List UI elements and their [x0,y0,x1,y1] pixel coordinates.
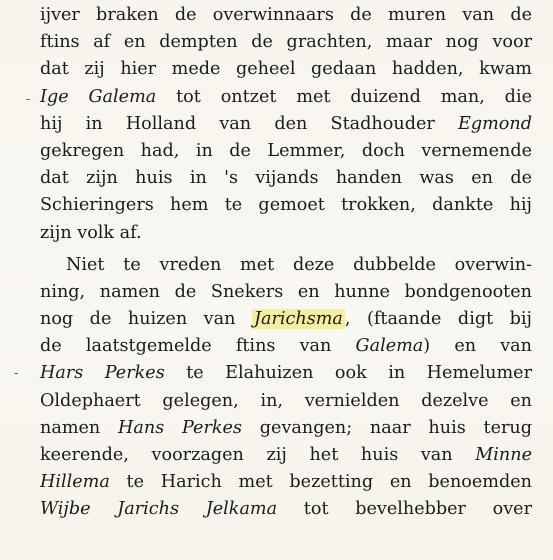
text-line: dat zijn huis in 's vijands handen was en de [40,168,532,189]
highlighted-name: Jarichsma [253,309,343,330]
italic-name: Egmond [458,113,532,134]
text-line: Wijbe Jarichs Jelkama tot bevelhebber over [40,499,532,520]
text-line: keerende, voorzagen zij het huis van Minne [40,445,532,465]
text-line: Hars Perkes te Elahuizen ook in Hemelumer [40,363,532,384]
margin-mark: - [14,366,19,380]
italic-name: Hars Perkes [40,363,165,384]
italic-name: Minne [475,445,532,465]
italic-name: Hans Perkes [118,417,242,438]
text-line: Ige Galema tot ontzet met duizend man, die [40,86,532,107]
text-line: dat zij hier mede geheel gedaan hadden, kwam [40,59,532,80]
text-line: gekregen had, in de Lemmer, doch vernemende [40,140,532,161]
page-text [40,2,532,524]
italic-name: Ige Galema [40,86,157,107]
text-line: de laatstgemelde ftins van Galema) en van [40,336,532,357]
text-line: ijver braken de overwinnaars de muren van de [40,5,532,25]
text-line: Niet te vreden met deze dubbelde overwin- [66,254,532,275]
italic-name: Wijbe Jarichs Jelkama [40,499,278,520]
text-line: hij in Holland van den Stadhouder Egmond [40,113,532,134]
text-line: ning, namen de Snekers en hunne bondgenooten [40,281,532,302]
text-line: zijn volk af. [40,222,142,243]
text-line: Schieringers hem te gemoet trokken, dankte hij [40,195,532,216]
italic-name: Hillema [40,472,110,493]
text-line: nog de huizen van Jarichsma , (ftaande digt bij [40,309,532,330]
text-line: ftins af en dempten de grachten, maar nog voor [40,32,532,53]
text-line: Oldephaert gelegen, in, vernielden dezelve en [40,390,532,411]
margin-mark: - [26,92,31,106]
italic-name: Galema [355,336,424,357]
text-line: Hillema te Harich met bezetting en benoemden [40,472,532,493]
text-line: namen Hans Perkes gevangen; naar huis terug [40,417,532,438]
